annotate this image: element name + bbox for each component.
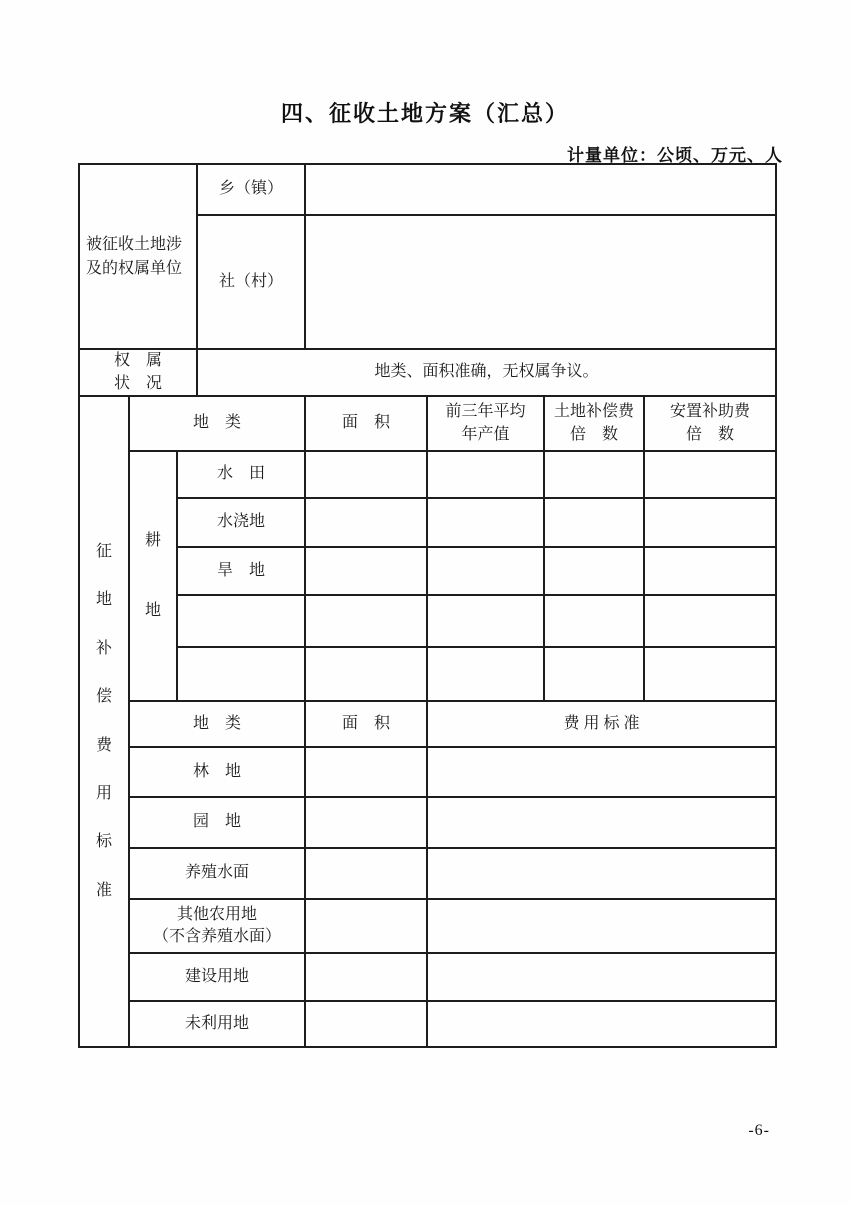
table-row xyxy=(79,349,776,396)
land-type-cell: 林 地 xyxy=(129,747,305,797)
table-row xyxy=(79,498,776,547)
table-row xyxy=(79,797,776,848)
table-row xyxy=(79,747,776,797)
measurement-unit-note: 计量单位：公顷、万元、人 xyxy=(567,146,783,165)
land-type-cell xyxy=(177,647,305,701)
area-cell xyxy=(305,797,427,848)
page-number: -6- xyxy=(748,1122,770,1139)
header2-area: 面 积 xyxy=(305,701,427,747)
area-cell xyxy=(305,1001,427,1047)
township-value-cell xyxy=(305,164,776,215)
table-row xyxy=(79,848,776,899)
area-cell xyxy=(305,451,427,498)
side-label-vertical-text: 征 地 补 偿 费 用 标 准 xyxy=(95,542,112,899)
avg-output-cell xyxy=(427,498,544,547)
land-comp-cell xyxy=(544,498,644,547)
area-cell xyxy=(305,953,427,1001)
table-row xyxy=(79,953,776,1001)
header-land-type: 地 类 xyxy=(129,396,305,451)
township-label: 乡（镇） xyxy=(197,164,305,215)
header-land-compensation-multiple: 土地补偿费 倍 数 xyxy=(544,396,644,451)
header2-land-type: 地 类 xyxy=(129,701,305,747)
resettle-cell xyxy=(644,451,776,498)
tenure-status-value: 地类、面积准确，无权属争议。 xyxy=(197,349,776,396)
fee-standard-cell xyxy=(427,899,776,953)
land-comp-cell xyxy=(544,647,644,701)
resettle-cell xyxy=(644,498,776,547)
avg-output-cell xyxy=(427,451,544,498)
page-title: 四、征收土地方案（汇总） xyxy=(280,101,569,126)
area-cell xyxy=(305,747,427,797)
table-row xyxy=(79,701,776,747)
table-row xyxy=(79,396,776,451)
cultivated-land-group-label xyxy=(129,451,177,701)
tenure-status-label: 权 属 状 况 xyxy=(79,349,197,396)
land-comp-cell xyxy=(544,547,644,595)
avg-output-cell xyxy=(427,647,544,701)
land-comp-cell xyxy=(544,595,644,647)
land-type-cell: 旱 地 xyxy=(177,547,305,595)
area-cell xyxy=(305,647,427,701)
fee-standard-cell xyxy=(427,953,776,1001)
avg-output-cell xyxy=(427,547,544,595)
area-cell xyxy=(305,848,427,899)
area-cell xyxy=(305,547,427,595)
resettle-cell xyxy=(644,547,776,595)
fee-standard-cell xyxy=(427,848,776,899)
area-cell xyxy=(305,899,427,953)
cultivated-label-vertical-text: 耕 地 xyxy=(144,531,161,619)
land-type-cell: 其他农用地 （不含养殖水面） xyxy=(129,899,305,953)
compensation-side-label xyxy=(79,396,129,1047)
land-type-cell: 园 地 xyxy=(129,797,305,848)
land-type-cell: 水浇地 xyxy=(177,498,305,547)
header-area: 面 积 xyxy=(305,396,427,451)
area-cell xyxy=(305,595,427,647)
resettle-cell xyxy=(644,647,776,701)
avg-output-cell xyxy=(427,595,544,647)
fee-standard-cell xyxy=(427,747,776,797)
header-avg-output: 前三年平均 年产值 xyxy=(427,396,544,451)
table-row xyxy=(79,899,776,953)
land-type-cell: 水 田 xyxy=(177,451,305,498)
land-acquisition-table xyxy=(78,163,777,1048)
land-type-cell xyxy=(177,595,305,647)
land-type-cell: 养殖水面 xyxy=(129,848,305,899)
land-type-cell: 建设用地 xyxy=(129,953,305,1001)
table-row xyxy=(79,547,776,595)
land-comp-cell xyxy=(544,451,644,498)
fee-standard-cell xyxy=(427,797,776,848)
table-row xyxy=(79,451,776,498)
village-label: 社（村） xyxy=(197,215,305,349)
table-row xyxy=(79,595,776,647)
village-value-cell xyxy=(305,215,776,349)
table-row xyxy=(79,647,776,701)
header2-fee-standard: 费 用 标 准 xyxy=(427,701,776,747)
resettle-cell xyxy=(644,595,776,647)
ownership-units-label: 被征收土地涉及的权属单位 xyxy=(79,164,197,349)
table-row xyxy=(79,164,776,215)
table-row xyxy=(79,1001,776,1047)
area-cell xyxy=(305,498,427,547)
header-resettlement-subsidy-multiple: 安置补助费 倍 数 xyxy=(644,396,776,451)
land-type-cell: 未利用地 xyxy=(129,1001,305,1047)
fee-standard-cell xyxy=(427,1001,776,1047)
